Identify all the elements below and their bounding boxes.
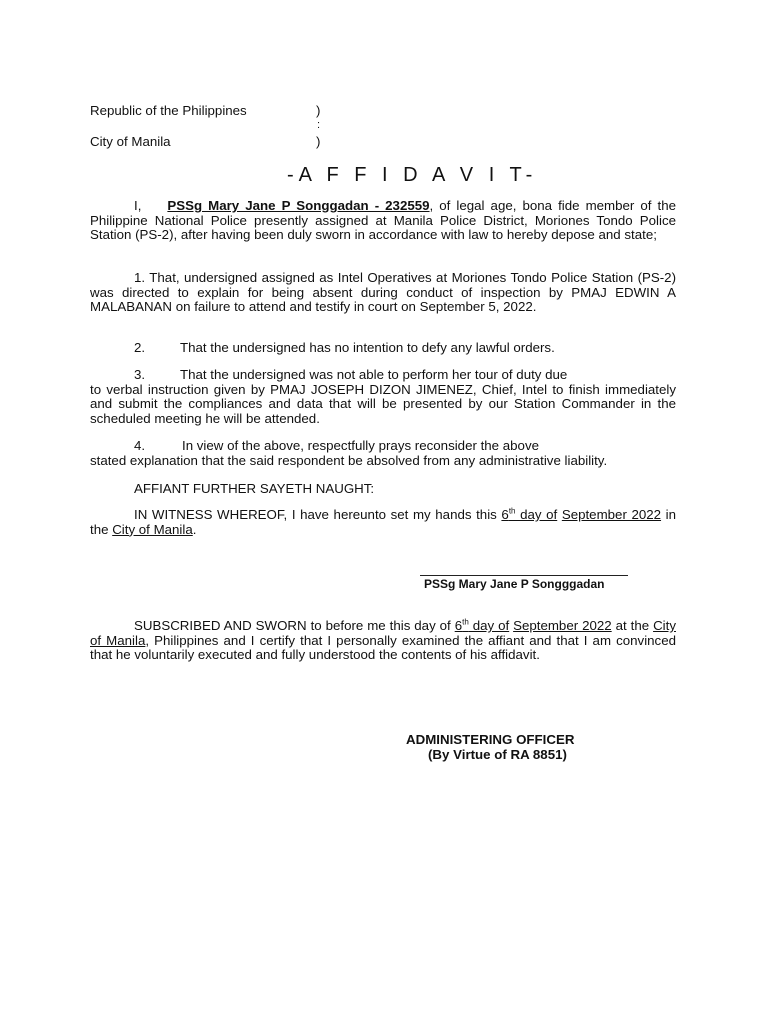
signature-name: PSSg Mary Jane P Songggadan <box>424 577 605 591</box>
intro-text: , of legal age, bona fide member of the Philippine National Police presently assigned at Manila Police District, Moriones Tondo Police Station (PS-2), after having been duly sworn in accordance with law to hereby depose and state; <box>90 198 676 243</box>
witness-text: IN WITNESS WHEREOF, I have hereunto set my hands this <box>134 507 497 522</box>
subscribed-month: September 2022 <box>513 618 612 633</box>
item-4-text: stated explanation that the said respondent be absolved from any administrative liability. <box>90 452 608 468</box>
item-4-num: 4. <box>134 438 146 453</box>
item-3-line1: That the undersigned was not able to perform her tour of duty due <box>180 367 568 382</box>
witness-paragraph <box>90 508 676 537</box>
subscribed-day: 6th day of <box>454 617 510 633</box>
officer-title: ADMINISTERING OFFICER <box>406 732 575 747</box>
affiant-naught: AFFIANT FURTHER SAYETH NAUGHT: <box>134 481 375 496</box>
item-3-text: to verbal instruction given by PMAJ JOSEPH DIZON JIMENEZ, Chief, Intel to finish immediately and submit the compliances and data that will be presented by our Station Commander in the scheduled meeting he will be attended. <box>90 381 676 426</box>
intro-paragraph <box>90 199 676 243</box>
witness-day: 6th day of <box>501 506 558 522</box>
caption-paren-bottom: ) <box>316 134 321 149</box>
subscribed-paragraph <box>90 619 676 663</box>
caption-republic: Republic of the Philippines <box>90 103 247 118</box>
item-2 <box>90 341 676 356</box>
item-2-num: 2. <box>134 340 146 355</box>
item-3 <box>90 368 676 426</box>
signature-line <box>420 575 628 576</box>
intro-prefix: I, <box>134 198 142 213</box>
caption-paren-top: ) <box>316 103 321 118</box>
affiant-name-id: PSSg Mary Jane P Songgadan - 232559 <box>167 198 430 213</box>
witness-in: in the <box>90 507 676 537</box>
subscribed-at: at the <box>615 618 654 633</box>
subscribed-city: City of Manila <box>90 618 676 648</box>
item-1 <box>90 271 676 315</box>
item-4-line1: In view of the above, respectfully prays reconsider the above <box>182 438 539 453</box>
witness-month: September 2022 <box>561 507 662 522</box>
item-4 <box>90 439 676 468</box>
subscribed-text-2: , Philippines and I certify that I personally examined the affiant and that I am convinced that he voluntarily executed and fully understood the contents of his affidavit. <box>90 632 676 663</box>
document-title: -A F F I D A V I T- <box>287 164 538 186</box>
caption-city: City of Manila <box>90 134 171 149</box>
item-3-num: 3. <box>134 367 146 382</box>
item-2-text: That the undersigned has no intention to defy any lawful orders. <box>180 340 555 355</box>
subscribed-text: SUBSCRIBED AND SWORN to before me this day of <box>134 618 451 633</box>
witness-city: City of Manila <box>112 521 193 537</box>
caption-colon: : <box>317 119 321 131</box>
witness-end: . <box>192 521 197 537</box>
item-1-text: 1. That, undersigned assigned as Intel Operatives at Moriones Tondo Police Station (PS-2) was directed to explain for being absent during conduct of inspection by PMAJ EDWIN A MALABANAN on failure to attend and testify in court on September 5, 2022. <box>90 270 676 315</box>
officer-subtitle: (By Virtue of RA 8851) <box>428 747 567 762</box>
